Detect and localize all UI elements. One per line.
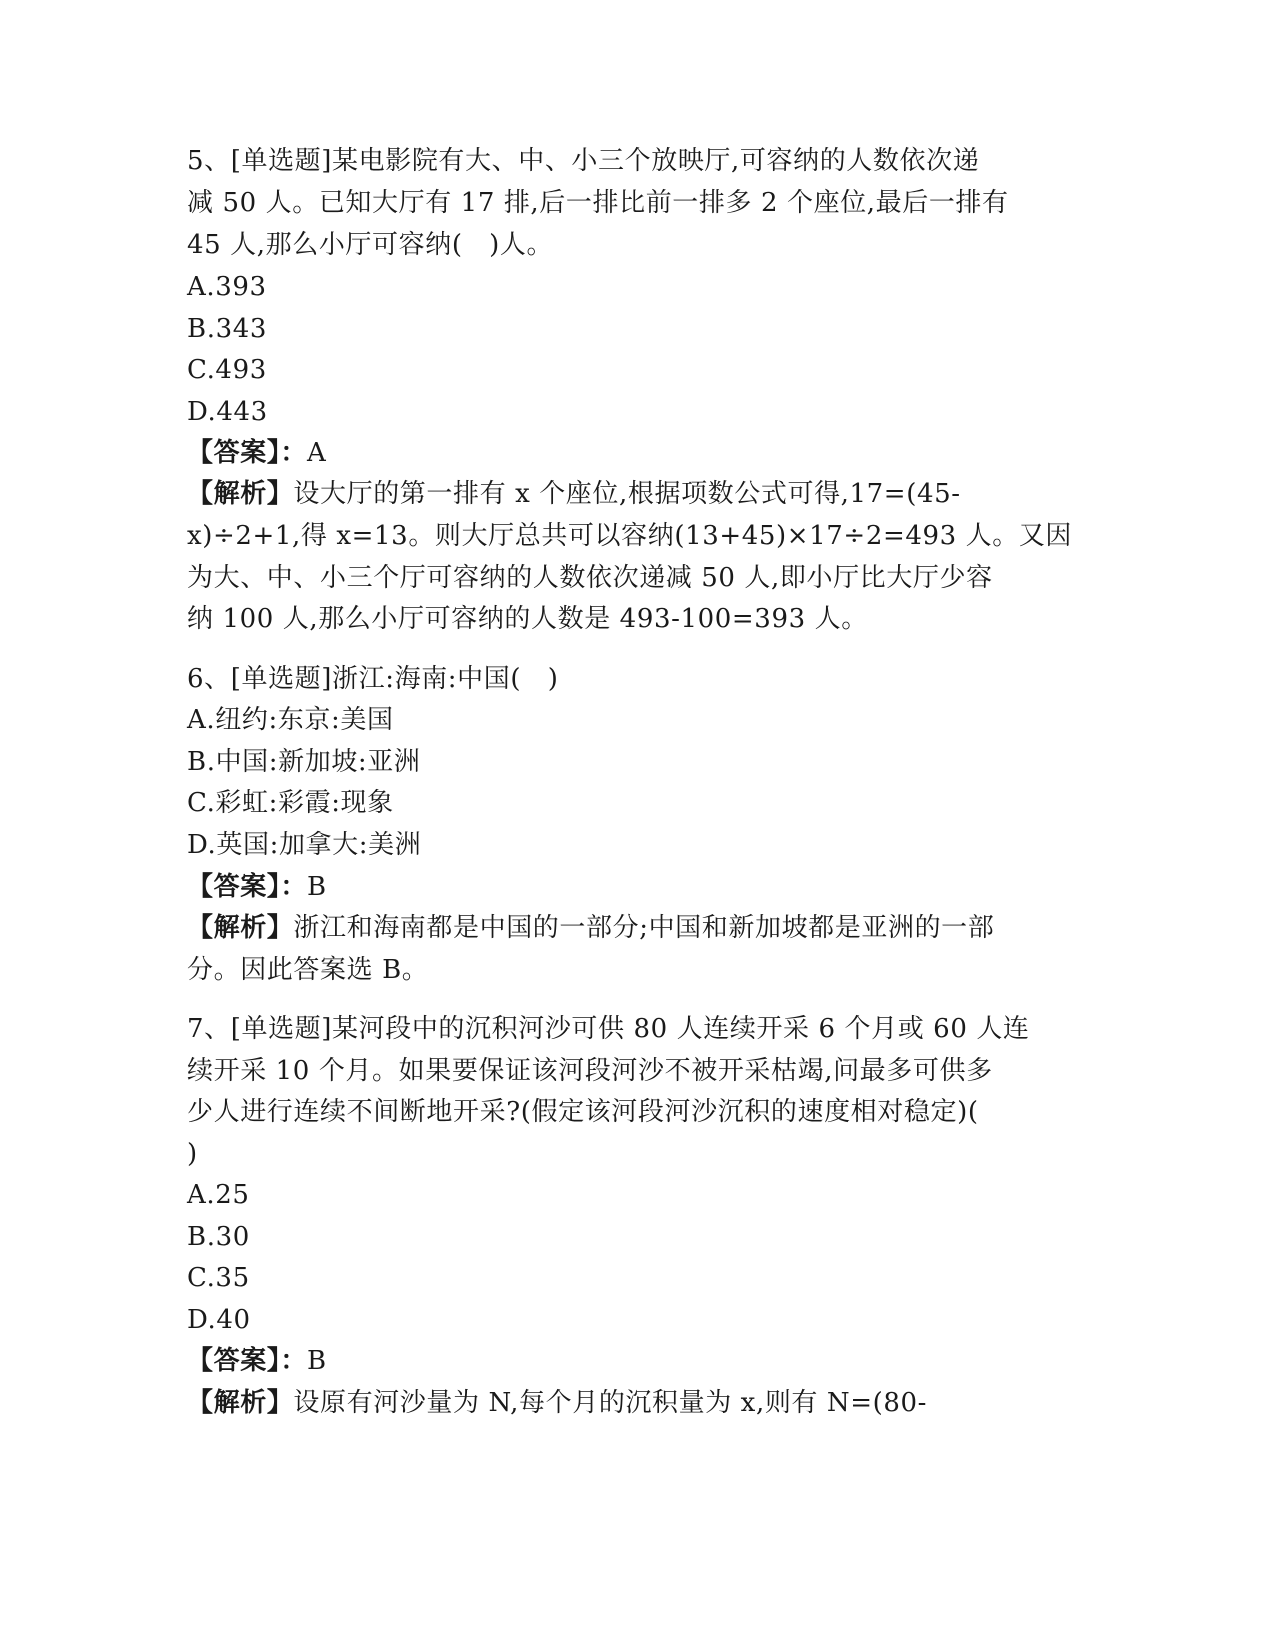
q6-analysis-label: 【解析】 <box>187 913 294 943</box>
q5-option-c: C.493 <box>187 355 267 385</box>
q6-analysis-line-2: 分。因此答案选 B。 <box>187 955 429 985</box>
q5-answer-value: A <box>307 438 327 468</box>
q6-answer-value: B <box>307 872 327 902</box>
q7-stem-line-4: ) <box>187 1139 198 1169</box>
q7-option-b: B.30 <box>187 1222 250 1252</box>
q6-answer <box>187 874 327 900</box>
q6-option-c: C.彩虹:彩霞:现象 <box>187 788 394 818</box>
q6-analysis-line-1 <box>187 915 994 941</box>
q5-analysis-line-2: x)÷2+1,得 x=13。则大厅总共可以容纳(13+45)×17÷2=493 人。又因 <box>187 521 1073 551</box>
q5-option-b: B.343 <box>187 314 267 344</box>
q5-stem-line-1: 5、[单选题]某电影院有大、中、小三个放映厅,可容纳的人数依次递 <box>187 146 980 176</box>
q7-option-c: C.35 <box>187 1263 250 1293</box>
q7-stem-line-1: 7、[单选题]某河段中的沉积河沙可供 80 人连续开采 6 个月或 60 人连 <box>187 1014 1030 1044</box>
q7-analysis-label: 【解析】 <box>187 1388 294 1418</box>
q7-option-d: D.40 <box>187 1305 251 1335</box>
q5-analysis-line-1 <box>187 481 961 507</box>
q7-analysis-line-1 <box>187 1390 927 1416</box>
q5-option-a: A.393 <box>187 272 267 302</box>
q5-stem-line-2: 减 50 人。已知大厅有 17 排,后一排比前一排多 2 个座位,最后一排有 <box>187 188 1009 218</box>
q5-stem-line-3: 45 人,那么小厅可容纳( )人。 <box>187 230 554 260</box>
q6-answer-label: 【答案】： <box>187 872 308 902</box>
q7-analysis-text-1: 设原有河沙量为 N,每个月的沉积量为 x,则有 N=(80- <box>293 1388 928 1418</box>
q7-answer-value: B <box>307 1346 327 1376</box>
q5-analysis-label: 【解析】 <box>187 479 294 509</box>
q7-stem-line-3: 少人进行连续不间断地开采?(假定该河段河沙沉积的速度相对稳定)( <box>187 1097 979 1127</box>
q5-analysis-line-3: 为大、中、小三个厅可容纳的人数依次递减 50 人,即小厅比大厅少容 <box>187 563 993 593</box>
q6-option-b: B.中国:新加坡:亚洲 <box>187 747 421 777</box>
q7-answer-label: 【答案】： <box>187 1346 308 1376</box>
q5-analysis-line-4: 纳 100 人,那么小厅可容纳的人数是 493-100=393 人。 <box>187 604 868 634</box>
q7-option-a: A.25 <box>187 1180 250 1210</box>
q6-analysis-text-1: 浙江和海南都是中国的一部分;中国和新加坡都是亚洲的一部 <box>293 913 995 943</box>
q6-option-a: A.纽约:东京:美国 <box>187 705 394 735</box>
q7-stem-line-2: 续开采 10 个月。如果要保证该河段河沙不被开采枯竭,问最多可供多 <box>187 1056 993 1086</box>
q5-option-d: D.443 <box>187 397 268 427</box>
q5-analysis-text-1: 设大厅的第一排有 x 个座位,根据项数公式可得,17=(45- <box>293 479 961 509</box>
q5-answer-label: 【答案】： <box>187 438 308 468</box>
q6-stem-line-1: 6、[单选题]浙江:海南:中国( ) <box>187 664 559 694</box>
q6-option-d: D.英国:加拿大:美洲 <box>187 830 422 860</box>
q7-answer <box>187 1348 327 1374</box>
q5-answer <box>187 440 326 466</box>
